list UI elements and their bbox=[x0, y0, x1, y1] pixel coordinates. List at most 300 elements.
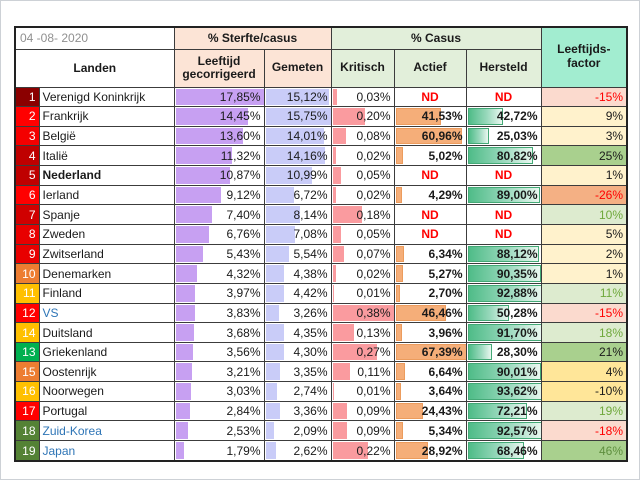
cell-gemeten-value: 4,30% bbox=[293, 345, 328, 360]
cell-country: Noorwegen bbox=[39, 382, 174, 402]
cell-leeftijd-gecorrigeerd-value: 3,21% bbox=[226, 364, 261, 379]
cell-leeftijd-gecorrigeerd bbox=[174, 342, 264, 362]
cell-hersteld-value: 89,00% bbox=[496, 188, 538, 203]
cell-country: Oostenrijk bbox=[39, 362, 174, 382]
cell-leeftijd-gecorrigeerd-value: 14,45% bbox=[219, 109, 261, 124]
table-row bbox=[15, 264, 627, 284]
table-row bbox=[15, 283, 627, 303]
cell-gemeten-value: 10,99% bbox=[286, 168, 328, 183]
cell-leeftijds-factor: 1% bbox=[541, 166, 627, 186]
cell-kritisch bbox=[331, 342, 394, 362]
cell-country: Italië bbox=[39, 146, 174, 166]
covid-country-table bbox=[14, 26, 628, 462]
cell-leeftijd-gecorrigeerd-value: 1,79% bbox=[226, 443, 261, 458]
leeftijd-gecorrigeerd-databar bbox=[176, 363, 192, 380]
actief-databar bbox=[396, 422, 404, 439]
cell-rank: 16 bbox=[15, 382, 39, 402]
cell-kritisch bbox=[331, 244, 394, 264]
header-leeftijd-gecorrigeerd: Leeftijd gecorrigeerd bbox=[174, 49, 264, 87]
cell-hersteld-value: 80,82% bbox=[496, 148, 538, 163]
cell-leeftijd-gecorrigeerd-value: 11,32% bbox=[220, 148, 261, 163]
header-gemeten: Gemeten bbox=[264, 49, 331, 87]
cell-gemeten bbox=[264, 224, 331, 244]
table-row bbox=[15, 126, 627, 146]
cell-leeftijd-gecorrigeerd bbox=[174, 87, 264, 107]
cell-gemeten bbox=[264, 264, 331, 284]
cell-leeftijd-gecorrigeerd bbox=[174, 244, 264, 264]
kritisch-databar bbox=[333, 324, 354, 341]
cell-gemeten bbox=[264, 323, 331, 343]
cell-leeftijds-factor: 21% bbox=[541, 342, 627, 362]
cell-hersteld bbox=[466, 166, 541, 186]
kritisch-databar bbox=[333, 187, 336, 204]
leeftijd-gecorrigeerd-databar bbox=[176, 344, 194, 361]
cell-leeftijd-gecorrigeerd bbox=[174, 323, 264, 343]
leeftijd-gecorrigeerd-databar bbox=[176, 187, 221, 204]
cell-leeftijd-gecorrigeerd-value: 10,87% bbox=[219, 168, 261, 183]
table-row bbox=[15, 146, 627, 166]
cell-hersteld bbox=[466, 401, 541, 421]
cell-gemeten bbox=[264, 166, 331, 186]
cell-hersteld bbox=[466, 107, 541, 127]
cell-kritisch-value: 0,07% bbox=[356, 246, 391, 261]
header-landen: Landen bbox=[15, 49, 174, 87]
cell-actief bbox=[394, 87, 466, 107]
cell-leeftijds-factor: 25% bbox=[541, 146, 627, 166]
cell-hersteld bbox=[466, 382, 541, 402]
cell-leeftijds-factor: 11% bbox=[541, 283, 627, 303]
cell-kritisch-value: 0,08% bbox=[356, 129, 391, 144]
table-row bbox=[15, 185, 627, 205]
cell-rank: 19 bbox=[15, 441, 39, 461]
cell-actief-value: 60,96% bbox=[421, 129, 463, 144]
gemeten-databar bbox=[266, 403, 280, 420]
cell-gemeten bbox=[264, 362, 331, 382]
kritisch-databar bbox=[333, 363, 351, 380]
cell-leeftijds-factor: 18% bbox=[541, 323, 627, 343]
cell-actief bbox=[394, 342, 466, 362]
cell-gemeten-value: 3,26% bbox=[293, 305, 328, 320]
cell-country: Zwitserland bbox=[39, 244, 174, 264]
cell-hersteld bbox=[466, 303, 541, 323]
covid-country-table-wrap bbox=[14, 26, 626, 462]
cell-hersteld bbox=[466, 362, 541, 382]
cell-leeftijd-gecorrigeerd-value: 7,40% bbox=[226, 207, 261, 222]
cell-country[interactable]: Japan bbox=[39, 441, 174, 461]
cell-leeftijds-factor: 4% bbox=[541, 362, 627, 382]
cell-actief bbox=[394, 224, 466, 244]
cell-hersteld bbox=[466, 244, 541, 264]
gemeten-databar bbox=[266, 187, 294, 204]
cell-kritisch-value: 0,27% bbox=[356, 345, 391, 360]
cell-kritisch bbox=[331, 421, 394, 441]
cell-actief bbox=[394, 401, 466, 421]
table-row bbox=[15, 362, 627, 382]
cell-leeftijds-factor: 5% bbox=[541, 224, 627, 244]
cell-kritisch bbox=[331, 283, 394, 303]
cell-rank: 3 bbox=[15, 126, 39, 146]
table-row bbox=[15, 107, 627, 127]
cell-gemeten bbox=[264, 146, 331, 166]
cell-hersteld-value: 91,70% bbox=[496, 325, 538, 340]
cell-actief-value: 46,46% bbox=[421, 305, 463, 320]
cell-kritisch bbox=[331, 166, 394, 186]
cell-gemeten bbox=[264, 401, 331, 421]
gemeten-databar bbox=[266, 226, 296, 243]
table-row bbox=[15, 401, 627, 421]
cell-kritisch-value: 0,38% bbox=[356, 305, 391, 320]
table-row bbox=[15, 382, 627, 402]
cell-gemeten bbox=[264, 87, 331, 107]
cell-hersteld-value: 92,57% bbox=[496, 423, 538, 438]
cell-gemeten bbox=[264, 382, 331, 402]
cell-actief bbox=[394, 166, 466, 186]
cell-country[interactable]: Zuid-Korea bbox=[39, 421, 174, 441]
cell-kritisch-value: 0,01% bbox=[356, 384, 391, 399]
cell-rank: 9 bbox=[15, 244, 39, 264]
cell-actief-value: 5,02% bbox=[428, 148, 463, 163]
cell-gemeten-value: 2,62% bbox=[293, 443, 328, 458]
cell-kritisch bbox=[331, 185, 394, 205]
cell-leeftijd-gecorrigeerd bbox=[174, 401, 264, 421]
cell-actief-value: ND bbox=[421, 227, 439, 242]
cell-rank: 1 bbox=[15, 87, 39, 107]
cell-hersteld-value: 90,35% bbox=[496, 266, 538, 281]
hersteld-databar bbox=[468, 344, 492, 361]
cell-leeftijd-gecorrigeerd-value: 6,76% bbox=[226, 227, 261, 242]
gemeten-databar bbox=[266, 246, 289, 263]
cell-leeftijds-factor: 9% bbox=[541, 107, 627, 127]
cell-leeftijd-gecorrigeerd bbox=[174, 224, 264, 244]
cell-leeftijd-gecorrigeerd bbox=[174, 303, 264, 323]
cell-gemeten bbox=[264, 244, 331, 264]
table-row bbox=[15, 441, 627, 461]
cell-kritisch-value: 0,02% bbox=[356, 148, 391, 163]
cell-hersteld bbox=[466, 87, 541, 107]
cell-kritisch bbox=[331, 303, 394, 323]
cell-leeftijd-gecorrigeerd bbox=[174, 382, 264, 402]
cell-actief bbox=[394, 205, 466, 225]
table-row bbox=[15, 166, 627, 186]
cell-actief bbox=[394, 382, 466, 402]
leeftijd-gecorrigeerd-databar bbox=[176, 383, 191, 400]
leeftijd-gecorrigeerd-databar bbox=[176, 422, 189, 439]
cell-leeftijd-gecorrigeerd-value: 3,97% bbox=[226, 286, 261, 301]
cell-gemeten bbox=[264, 303, 331, 323]
cell-kritisch-value: 0,13% bbox=[356, 325, 391, 340]
cell-actief bbox=[394, 185, 466, 205]
cell-country: Portugal bbox=[39, 401, 174, 421]
cell-kritisch bbox=[331, 107, 394, 127]
cell-rank: 17 bbox=[15, 401, 39, 421]
cell-kritisch bbox=[331, 362, 394, 382]
gemeten-databar bbox=[266, 422, 275, 439]
leeftijd-gecorrigeerd-databar bbox=[176, 226, 210, 243]
cell-gemeten-value: 15,75% bbox=[286, 109, 328, 124]
cell-leeftijd-gecorrigeerd-value: 3,56% bbox=[226, 345, 261, 360]
header-hersteld: Hersteld bbox=[466, 49, 541, 87]
cell-actief bbox=[394, 126, 466, 146]
kritisch-databar bbox=[333, 265, 336, 282]
gemeten-databar bbox=[266, 265, 284, 282]
cell-kritisch-value: 0,01% bbox=[356, 286, 391, 301]
actief-databar bbox=[396, 246, 405, 263]
cell-country: Denemarken bbox=[39, 264, 174, 284]
cell-leeftijds-factor: 46% bbox=[541, 441, 627, 461]
cell-hersteld bbox=[466, 224, 541, 244]
cell-hersteld bbox=[466, 421, 541, 441]
cell-gemeten bbox=[264, 126, 331, 146]
table-row bbox=[15, 205, 627, 225]
cell-actief bbox=[394, 303, 466, 323]
cell-country: Spanje bbox=[39, 205, 174, 225]
cell-rank: 12 bbox=[15, 303, 39, 323]
cell-hersteld bbox=[466, 342, 541, 362]
cell-hersteld bbox=[466, 185, 541, 205]
cell-leeftijd-gecorrigeerd-value: 3,68% bbox=[226, 325, 261, 340]
cell-gemeten bbox=[264, 283, 331, 303]
gemeten-databar bbox=[266, 383, 277, 400]
cell-leeftijd-gecorrigeerd bbox=[174, 362, 264, 382]
cell-hersteld-value: 72,21% bbox=[496, 404, 538, 419]
cell-leeftijd-gecorrigeerd-value: 5,43% bbox=[226, 246, 261, 261]
actief-databar bbox=[396, 187, 403, 204]
cell-leeftijd-gecorrigeerd bbox=[174, 107, 264, 127]
kritisch-databar bbox=[333, 128, 346, 145]
leeftijd-gecorrigeerd-databar bbox=[176, 285, 196, 302]
cell-country: Duitsland bbox=[39, 323, 174, 343]
cell-kritisch-value: 0,22% bbox=[356, 443, 391, 458]
cell-actief-value: 2,70% bbox=[428, 286, 463, 301]
cell-leeftijds-factor: 19% bbox=[541, 401, 627, 421]
cell-country[interactable]: VS bbox=[39, 303, 174, 323]
table-row bbox=[15, 342, 627, 362]
kritisch-databar bbox=[333, 285, 335, 302]
cell-rank: 15 bbox=[15, 362, 39, 382]
gemeten-databar bbox=[266, 305, 280, 322]
cell-hersteld bbox=[466, 146, 541, 166]
cell-rank: 7 bbox=[15, 205, 39, 225]
cell-rank: 2 bbox=[15, 107, 39, 127]
cell-country: Frankrijk bbox=[39, 107, 174, 127]
cell-gemeten-value: 14,16% bbox=[286, 148, 328, 163]
cell-kritisch-value: 0,18% bbox=[356, 207, 391, 222]
cell-gemeten bbox=[264, 185, 331, 205]
cell-hersteld-value: ND bbox=[494, 227, 513, 242]
cell-leeftijd-gecorrigeerd bbox=[174, 166, 264, 186]
cell-leeftijd-gecorrigeerd bbox=[174, 185, 264, 205]
gemeten-databar bbox=[266, 285, 285, 302]
cell-gemeten bbox=[264, 342, 331, 362]
header-casus-group: % Casus bbox=[331, 27, 541, 49]
cell-rank: 14 bbox=[15, 323, 39, 343]
cell-kritisch bbox=[331, 87, 394, 107]
cell-actief-value: 3,64% bbox=[428, 384, 463, 399]
cell-kritisch bbox=[331, 323, 394, 343]
cell-kritisch-value: 0,09% bbox=[356, 404, 391, 419]
header-sterfte-casus-group: % Sterfte/casus bbox=[174, 27, 331, 49]
leeftijd-gecorrigeerd-databar bbox=[176, 442, 185, 459]
cell-hersteld-value: 88,12% bbox=[496, 246, 538, 261]
kritisch-databar bbox=[333, 89, 338, 106]
cell-leeftijd-gecorrigeerd-value: 3,03% bbox=[226, 384, 261, 399]
cell-leeftijd-gecorrigeerd-value: 3,83% bbox=[226, 305, 261, 320]
cell-kritisch-value: 0,11% bbox=[357, 364, 391, 379]
cell-hersteld bbox=[466, 323, 541, 343]
cell-gemeten bbox=[264, 205, 331, 225]
cell-hersteld-value: 90,01% bbox=[496, 364, 538, 379]
hersteld-databar bbox=[468, 128, 490, 145]
cell-leeftijd-gecorrigeerd bbox=[174, 421, 264, 441]
cell-leeftijds-factor: 10% bbox=[541, 205, 627, 225]
cell-actief bbox=[394, 421, 466, 441]
cell-actief-value: ND bbox=[421, 207, 439, 222]
cell-kritisch bbox=[331, 126, 394, 146]
cell-leeftijd-gecorrigeerd bbox=[174, 146, 264, 166]
cell-hersteld-value: 50,28% bbox=[496, 305, 538, 320]
table-row bbox=[15, 421, 627, 441]
cell-kritisch bbox=[331, 146, 394, 166]
cell-leeftijd-gecorrigeerd-value: 2,53% bbox=[226, 423, 261, 438]
table-row bbox=[15, 87, 627, 107]
cell-actief bbox=[394, 244, 466, 264]
cell-leeftijd-gecorrigeerd-value: 17,85% bbox=[219, 89, 261, 104]
cell-actief-value: 28,92% bbox=[421, 443, 463, 458]
cell-actief bbox=[394, 107, 466, 127]
cell-rank: 10 bbox=[15, 264, 39, 284]
cell-country: Zweden bbox=[39, 224, 174, 244]
kritisch-databar bbox=[333, 383, 335, 400]
actief-databar bbox=[396, 285, 401, 302]
cell-gemeten-value: 5,54% bbox=[293, 246, 328, 261]
kritisch-databar bbox=[333, 246, 344, 263]
cell-actief-value: 3,96% bbox=[428, 325, 463, 340]
cell-gemeten-value: 2,09% bbox=[293, 423, 328, 438]
cell-leeftijd-gecorrigeerd bbox=[174, 264, 264, 284]
cell-gemeten-value: 3,36% bbox=[293, 404, 328, 419]
country-rows bbox=[15, 87, 627, 461]
cell-hersteld bbox=[466, 264, 541, 284]
cell-gemeten-value: 14,01% bbox=[286, 129, 328, 144]
cell-rank: 5 bbox=[15, 166, 39, 186]
cell-kritisch-value: 0,05% bbox=[356, 227, 391, 242]
cell-country: Verenigd Koninkrijk bbox=[39, 87, 174, 107]
cell-actief-value: 24,43% bbox=[421, 404, 463, 419]
actief-databar bbox=[396, 363, 405, 380]
cell-hersteld-value: 25,03% bbox=[496, 129, 538, 144]
table-row bbox=[15, 244, 627, 264]
cell-hersteld-value: ND bbox=[494, 89, 513, 104]
actief-databar bbox=[396, 403, 424, 420]
cell-country: Finland bbox=[39, 283, 174, 303]
table-row bbox=[15, 224, 627, 244]
cell-hersteld bbox=[466, 441, 541, 461]
header-actief: Actief bbox=[394, 49, 466, 87]
actief-databar bbox=[396, 147, 403, 164]
cell-country: Nederland bbox=[39, 166, 174, 186]
cell-kritisch bbox=[331, 441, 394, 461]
cell-hersteld-value: 42,72% bbox=[496, 109, 538, 124]
cell-actief-value: 4,29% bbox=[428, 188, 463, 203]
cell-gemeten bbox=[264, 441, 331, 461]
cell-gemeten-value: 4,35% bbox=[293, 325, 328, 340]
kritisch-databar bbox=[333, 422, 348, 439]
cell-gemeten-value: 8,14% bbox=[293, 207, 328, 222]
cell-kritisch bbox=[331, 205, 394, 225]
cell-rank: 6 bbox=[15, 185, 39, 205]
cell-leeftijds-factor: -15% bbox=[541, 87, 627, 107]
cell-kritisch-value: 0,03% bbox=[356, 89, 391, 104]
kritisch-databar bbox=[333, 403, 348, 420]
date-cell: 04 -08- 2020 bbox=[15, 27, 174, 49]
cell-hersteld-value: 93,62% bbox=[496, 384, 538, 399]
header-kritisch: Kritisch bbox=[331, 49, 394, 87]
table-row bbox=[15, 323, 627, 343]
cell-leeftijd-gecorrigeerd bbox=[174, 441, 264, 461]
cell-actief-value: 6,64% bbox=[428, 364, 463, 379]
header-row-groups bbox=[15, 27, 627, 49]
actief-databar bbox=[396, 324, 402, 341]
cell-actief-value: 5,34% bbox=[428, 423, 463, 438]
cell-gemeten-value: 7,08% bbox=[293, 227, 328, 242]
leeftijd-gecorrigeerd-databar bbox=[176, 206, 213, 223]
cell-gemeten bbox=[264, 421, 331, 441]
leeftijd-gecorrigeerd-databar bbox=[176, 265, 198, 282]
kritisch-databar bbox=[333, 167, 341, 184]
cell-rank: 11 bbox=[15, 283, 39, 303]
cell-leeftijd-gecorrigeerd bbox=[174, 205, 264, 225]
cell-leeftijds-factor: -10% bbox=[541, 382, 627, 402]
cell-hersteld bbox=[466, 283, 541, 303]
actief-databar bbox=[396, 383, 402, 400]
cell-rank: 18 bbox=[15, 421, 39, 441]
cell-kritisch-value: 0,02% bbox=[356, 266, 391, 281]
cell-hersteld-value: ND bbox=[494, 168, 513, 183]
cell-gemeten-value: 4,38% bbox=[293, 266, 328, 281]
cell-gemeten-value: 3,35% bbox=[293, 364, 328, 379]
cell-leeftijd-gecorrigeerd-value: 9,12% bbox=[226, 188, 261, 203]
cell-hersteld-value: ND bbox=[494, 207, 513, 222]
cell-leeftijds-factor: 3% bbox=[541, 126, 627, 146]
cell-leeftijd-gecorrigeerd bbox=[174, 283, 264, 303]
cell-gemeten-value: 15,12% bbox=[286, 89, 328, 104]
cell-gemeten-value: 4,42% bbox=[293, 286, 328, 301]
gemeten-databar bbox=[266, 324, 284, 341]
cell-actief bbox=[394, 264, 466, 284]
cell-actief-value: ND bbox=[421, 89, 439, 104]
gemeten-databar bbox=[266, 344, 284, 361]
cell-actief bbox=[394, 283, 466, 303]
header-row-columns bbox=[15, 49, 627, 87]
header-leeftijds-factor: Leeftijds-factor bbox=[541, 27, 627, 87]
cell-gemeten bbox=[264, 107, 331, 127]
cell-actief bbox=[394, 441, 466, 461]
cell-actief-value: 6,34% bbox=[428, 246, 463, 261]
leeftijd-gecorrigeerd-databar bbox=[176, 324, 194, 341]
cell-hersteld bbox=[466, 126, 541, 146]
cell-actief bbox=[394, 362, 466, 382]
cell-gemeten-value: 6,72% bbox=[293, 188, 328, 203]
cell-rank: 13 bbox=[15, 342, 39, 362]
cell-kritisch-value: 0,09% bbox=[356, 423, 391, 438]
cell-kritisch bbox=[331, 264, 394, 284]
cell-rank: 8 bbox=[15, 224, 39, 244]
leeftijd-gecorrigeerd-databar bbox=[176, 305, 195, 322]
table-row bbox=[15, 303, 627, 323]
cell-hersteld bbox=[466, 205, 541, 225]
cell-kritisch-value: 0,05% bbox=[356, 168, 391, 183]
cell-hersteld-value: 68,46% bbox=[496, 443, 538, 458]
